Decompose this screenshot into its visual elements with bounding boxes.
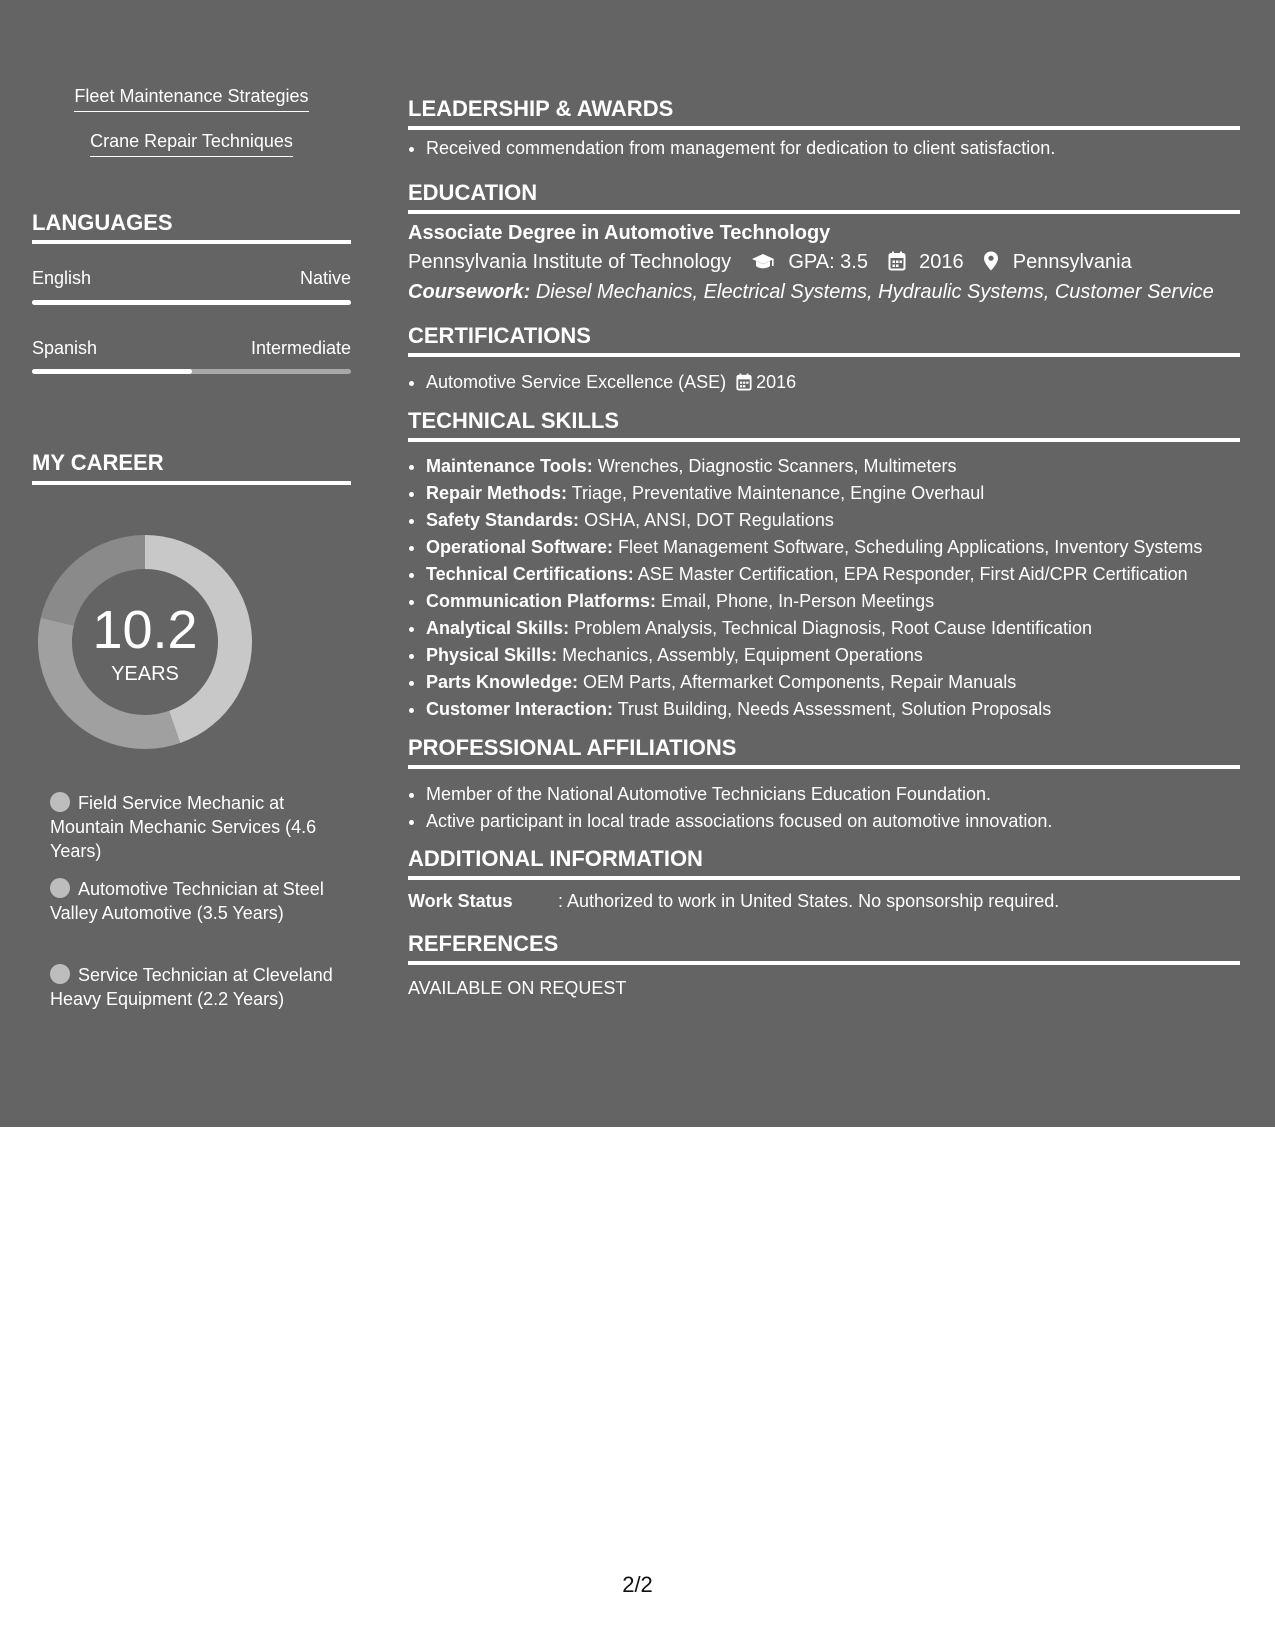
coursework-list: Diesel Mechanics, Electrical Systems, Hydraulic Systems, Customer Service xyxy=(535,281,1214,303)
skill-desc: ASE Master Certification, EPA Responder, First Aid/CPR Certification xyxy=(637,564,1188,584)
work-status-value: : Authorized to work in United States. No sponsorship required. xyxy=(558,891,1060,911)
skill-term: Parts Knowledge: xyxy=(426,672,579,692)
skill-term: Operational Software: xyxy=(426,537,614,557)
skills-heading: TECHNICAL SKILLS xyxy=(408,408,620,433)
list-item xyxy=(426,453,1258,480)
list-item: • Member of the National Automotive Technicians Education Foundation. xyxy=(426,781,1258,808)
language-bar xyxy=(32,369,351,374)
certification-year: 2016 xyxy=(756,372,797,392)
calendar-icon xyxy=(888,251,906,271)
career-item-text: Service Technician at Cleveland Heavy Equipment (2.2 Years) xyxy=(50,965,333,1009)
section-divider xyxy=(408,438,1240,442)
skill-desc: OEM Parts, Aftermarket Components, Repair Manuals xyxy=(583,672,1017,692)
section-divider xyxy=(408,126,1240,130)
list-item xyxy=(426,615,1258,642)
skill-desc: Email, Phone, In-Person Meetings xyxy=(661,591,935,611)
language-bar-fill xyxy=(32,300,351,305)
section-divider xyxy=(408,210,1240,214)
additional-info-heading: ADDITIONAL INFORMATION xyxy=(408,846,703,871)
skill-term: Physical Skills: xyxy=(426,645,558,665)
interest-item xyxy=(32,131,351,157)
career-item xyxy=(50,877,340,925)
education-school: Pennsylvania Institute of Technology xyxy=(408,251,732,273)
career-heading: MY CAREER xyxy=(32,450,164,475)
skill-desc: Mechanics, Assembly, Equipment Operations xyxy=(562,645,923,665)
interest-label: Crane Repair Techniques xyxy=(90,131,293,157)
list-item xyxy=(426,642,1258,669)
education-heading: EDUCATION xyxy=(408,180,538,205)
career-item-text: Automotive Technician at Steel Valley Automotive (3.5 Years) xyxy=(50,879,324,923)
languages-heading: LANGUAGES xyxy=(32,210,173,235)
graduation-cap-icon xyxy=(751,253,775,271)
skill-desc: OSHA, ANSI, DOT Regulations xyxy=(584,510,834,530)
list-item xyxy=(426,669,1258,696)
skill-desc: Trust Building, Needs Assessment, Solution Proposals xyxy=(617,699,1052,719)
career-total-years: 10.2 xyxy=(92,600,198,660)
work-status-label: Work Status xyxy=(408,891,513,911)
list-item xyxy=(426,480,1258,507)
certification-name: Automotive Service Excellence (ASE) xyxy=(426,372,727,392)
affiliations-heading: PROFESSIONAL AFFILIATIONS xyxy=(408,735,737,760)
list-item: • Active participant in local trade associations focused on automotive innovation. xyxy=(426,808,1258,835)
interest-item xyxy=(32,86,351,112)
career-donut-center xyxy=(33,530,257,754)
education-degree: Associate Degree in Automotive Technology xyxy=(408,222,831,244)
skills-list xyxy=(408,453,1258,723)
calendar-icon xyxy=(736,373,752,391)
section-divider xyxy=(408,876,1240,880)
references-heading: REFERENCES xyxy=(408,931,559,956)
career-years-label: YEARS xyxy=(111,663,179,685)
list-item xyxy=(426,369,1258,396)
list-item xyxy=(426,561,1258,588)
section-divider xyxy=(408,353,1240,357)
language-bar xyxy=(32,300,351,305)
list-item xyxy=(426,588,1258,615)
section-divider xyxy=(408,765,1240,769)
career-dot-icon xyxy=(50,878,70,898)
list-item xyxy=(426,534,1258,561)
work-status-row xyxy=(408,891,1059,912)
leadership-list xyxy=(408,135,1258,162)
language-name: Spanish xyxy=(32,338,98,358)
skill-desc: Problem Analysis, Technical Diagnosis, Root Cause Identification xyxy=(574,618,1093,638)
section-divider xyxy=(32,481,351,485)
page-number: 2/2 xyxy=(622,1572,653,1597)
skill-desc: Triage, Preventative Maintenance, Engine Overhaul xyxy=(571,483,985,503)
skill-desc: Wrenches, Diagnostic Scanners, Multimeters xyxy=(597,456,957,476)
list-item: • Received commendation from management for dedication to client satisfaction. xyxy=(426,135,1258,162)
career-dot-icon xyxy=(50,792,70,812)
skill-term: Customer Interaction: xyxy=(426,699,614,719)
language-level: Intermediate xyxy=(250,338,351,358)
leadership-heading: LEADERSHIP & AWARDS xyxy=(408,96,674,121)
certifications-list xyxy=(408,369,1258,396)
education-gpa: GPA: 3.5 xyxy=(788,251,868,273)
skill-term: Communication Platforms: xyxy=(426,591,657,611)
language-bar-fill xyxy=(32,369,192,374)
affiliations-list xyxy=(408,781,1258,835)
skill-term: Maintenance Tools: xyxy=(426,456,593,476)
list-item xyxy=(426,507,1258,534)
map-pin-icon xyxy=(983,251,999,271)
certifications-heading: CERTIFICATIONS xyxy=(408,323,591,348)
coursework-label: Coursework: xyxy=(408,281,531,303)
interest-label: Fleet Maintenance Strategies xyxy=(74,86,308,112)
career-item-text: Field Service Mechanic at Mountain Mechanic Services (4.6 Years) xyxy=(50,793,317,861)
education-details xyxy=(408,251,1132,274)
skill-term: Technical Certifications: xyxy=(426,564,634,584)
skill-term: Safety Standards: xyxy=(426,510,580,530)
section-divider xyxy=(32,240,351,244)
career-item xyxy=(50,963,340,1011)
list-item xyxy=(426,696,1258,723)
skill-term: Analytical Skills: xyxy=(426,618,570,638)
education-year: 2016 xyxy=(919,251,964,273)
career-item xyxy=(50,791,340,863)
section-divider xyxy=(408,961,1240,965)
education-coursework xyxy=(408,281,1214,304)
references-text: AVAILABLE ON REQUEST xyxy=(408,978,627,998)
career-dot-icon xyxy=(50,964,70,984)
language-level: Native xyxy=(299,268,351,288)
skill-desc: Fleet Management Software, Scheduling Applications, Inventory Systems xyxy=(618,537,1203,557)
language-name: English xyxy=(32,268,92,288)
education-location: Pennsylvania xyxy=(1012,251,1132,273)
skill-term: Repair Methods: xyxy=(426,483,568,503)
